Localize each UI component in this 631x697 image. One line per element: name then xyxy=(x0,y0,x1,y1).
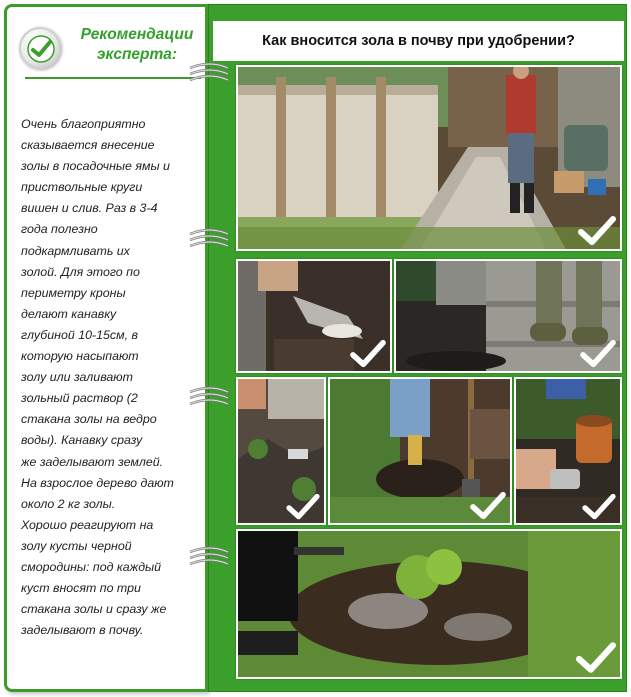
spiral-binding-ring xyxy=(188,386,232,410)
advice-line: Очень благоприятно xyxy=(21,117,146,131)
advice-line: зольный раствор (2 xyxy=(21,391,138,406)
advice-line: воды). Канавку сразу xyxy=(21,433,143,448)
illustration-panel xyxy=(208,4,627,692)
shrub-illustration xyxy=(238,531,622,679)
advice-line: Хорошо реагируют на xyxy=(21,517,154,532)
expert-advice-text xyxy=(21,114,199,641)
photo-trowel-with-ash xyxy=(236,259,392,373)
spiral-binding-ring xyxy=(188,228,232,252)
photo-pouring-ash-from-bucket xyxy=(394,259,622,373)
spiral-binding-ring xyxy=(188,62,232,86)
advice-line: заделывают в почву. xyxy=(21,623,144,638)
photo-ash-around-shrub xyxy=(236,529,622,679)
advice-line: года полезно xyxy=(21,222,98,237)
advice-line: золы в посадочные ямы и xyxy=(21,159,170,174)
photo-scattering-ash-by-hand xyxy=(236,377,326,525)
advice-line: делают канавку xyxy=(21,306,117,321)
checkmark-icon xyxy=(286,493,320,521)
advice-line: стакана золы на ведро xyxy=(21,412,157,427)
advice-line: стакана золы и сразу же xyxy=(21,602,167,617)
advice-line: золой. Для этого по xyxy=(21,264,140,279)
checkmark-icon xyxy=(580,339,616,369)
garden-trench-illustration xyxy=(238,67,622,251)
photo-ash-in-pot xyxy=(514,377,622,525)
advice-line: же заделывают землей. xyxy=(21,454,164,469)
checkmark-badge-icon xyxy=(19,27,61,69)
checkmark-icon xyxy=(582,493,616,521)
expert-advice-card xyxy=(4,4,208,692)
checkmark-icon xyxy=(578,215,616,247)
spiral-binding-ring xyxy=(188,546,232,570)
advice-line: золу или заливают xyxy=(21,370,133,385)
photo-spreading-ash-in-trench xyxy=(236,65,622,251)
advice-line: периметру кроны xyxy=(21,285,126,300)
advice-line: глубиной 10-15см, в xyxy=(21,327,138,342)
advice-line: На взрослое дерево дают xyxy=(21,475,174,490)
expert-title xyxy=(67,25,207,65)
advice-line: сказывается внесение xyxy=(21,138,155,153)
advice-line: около 2 кг золы. xyxy=(21,496,116,511)
advice-line: которую насыпают xyxy=(21,349,139,364)
photo-digging-planting-hole xyxy=(328,377,512,525)
checkmark-icon xyxy=(350,339,386,369)
checkmark-icon xyxy=(576,641,616,675)
advice-line: вишен и слив. Раз в 3-4 xyxy=(21,201,158,216)
advice-line: подкармливать их xyxy=(21,243,130,258)
title-divider xyxy=(25,77,201,79)
expert-title-line2: эксперта: xyxy=(96,46,178,63)
advice-line: смородины: под каждый xyxy=(21,559,162,574)
expert-title-line1: Рекомендации xyxy=(80,26,194,43)
page-title: Как вносится зола в почву при удобрении? xyxy=(262,33,575,49)
checkmark-icon xyxy=(470,491,506,521)
header-band xyxy=(213,21,624,61)
advice-line: приствольные круги xyxy=(21,180,143,195)
advice-line: куст вносят по три xyxy=(21,581,141,596)
advice-line: золу кусты черной xyxy=(21,538,132,553)
